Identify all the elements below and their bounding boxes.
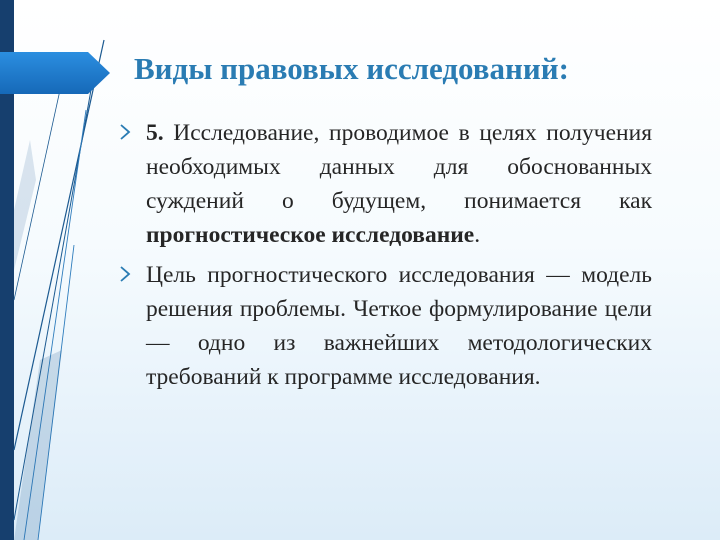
list-item — [118, 258, 652, 394]
slide-title: Виды правовых исследований: — [134, 51, 569, 86]
list-item — [118, 116, 652, 252]
item-text: Цель прогностического исследования — модель решения проблемы. Четкое формулирование цели — одно из важнейших методологических требований к программе исследования. — [146, 262, 652, 390]
arrowhead-bullet-icon — [118, 123, 132, 141]
emphasized-term: прогностическое исследование — [146, 222, 475, 248]
bullet-list — [118, 116, 652, 400]
item-text: Исследование, проводимое в целях получения необходимых данных для обоснованных суждений о будущем, понимается как — [146, 120, 652, 214]
blue-arrow-icon — [0, 50, 112, 96]
bullet-text — [146, 116, 652, 252]
arrowhead-bullet-icon — [118, 265, 132, 283]
bullet-text — [146, 258, 652, 394]
item-number: 5. — [146, 120, 164, 146]
item-end: . — [474, 222, 481, 248]
